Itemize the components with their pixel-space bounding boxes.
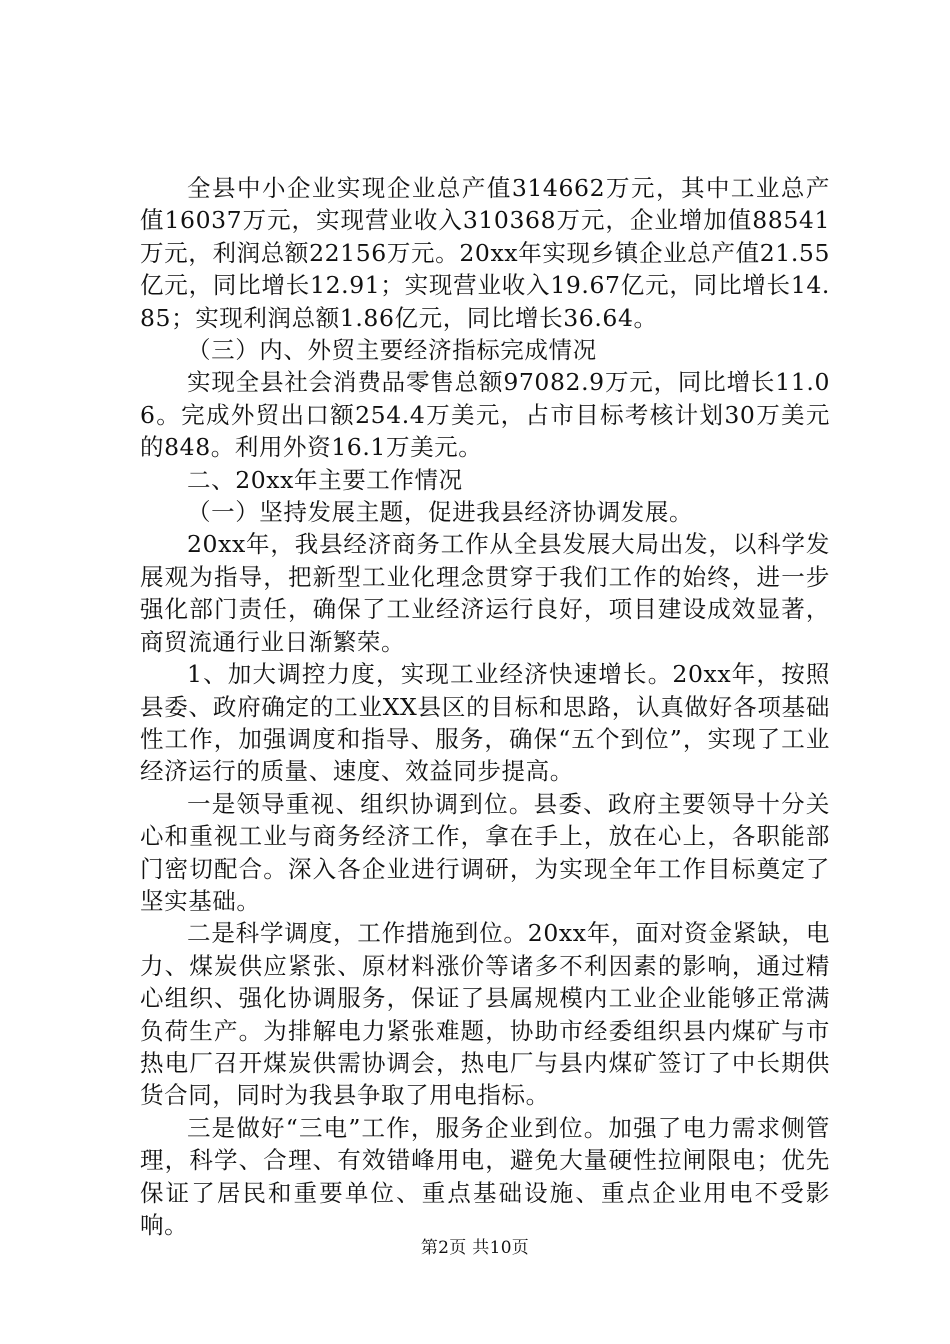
paragraph-industrial-growth: 1、加大调控力度，实现工业经济快速增长。20xx年，按照县委、政府确定的工业XX县区的目标和思路，认真做好各项基础性工作，加强调度和指导、服务，确保“五个到位”，实现了工业经济运行的质量、速度、效益同步提高。 bbox=[140, 660, 830, 786]
section-heading-main-work: 二、20xx年主要工作情况 bbox=[187, 465, 463, 494]
paragraph-leadership: 一是领导重视、组织协调到位。县委、政府主要领导十分关心和重视工业与商务经济工作，拿在手上，放在心上，各职能部门密切配合。深入各企业进行调研，为实现全年工作目标奠定了坚实基础。 bbox=[140, 789, 830, 915]
section-heading-trade-indicators: （三）内、外贸主要经济指标完成情况 bbox=[187, 336, 597, 365]
paragraph-enterprise-output: 全县中小企业实现企业总产值314662万元，其中工业总产值16037万元，实现营业收入310368万元，企业增加值88541万元，利润总额22156万元。20xx年实现乡镇企业总产值21.55亿元，同比增长12.91；实现营业收入19.67亿元，同比增长14.85；实现利润总额1.86亿元，同比增长36.64。 bbox=[140, 174, 830, 332]
document-body bbox=[140, 172, 830, 1241]
subsection-heading-development: （一）坚持发展主题，促进我县经济协调发展。 bbox=[187, 498, 694, 527]
paragraph-scheduling: 二是科学调度，工作措施到位。20xx年，面对资金紧缺，电力、煤炭供应紧张、原材料涨价等诸多不利因素的影响，通过精心组织、强化协调服务，保证了县属规模内工业企业能够正常满负荷生产。为排解电力紧张难题，协助市经委组织县内煤矿与市热电厂召开煤炭供需协调会，热电厂与县内煤矿签订了中长期供货合同，同时为我县争取了用电指标。 bbox=[140, 919, 830, 1110]
page-number: 第2页 共10页 bbox=[420, 1238, 530, 1258]
paragraph-retail-sales: 实现全县社会消费品零售总额97082.9万元，同比增长11.06。完成外贸出口额254.4万美元，占市目标考核计划30万美元的848。利用外资16.1万美元。 bbox=[140, 368, 830, 462]
paragraph-economic-work: 20xx年，我县经济商务工作从全县发展大局出发，以科学发展观为指导，把新型工业化理念贯穿于我们工作的始终，进一步强化部门责任，确保了工业经济运行良好，项目建设成效显著，商贸流通行业日渐繁荣。 bbox=[140, 530, 830, 656]
paragraph-electricity: 三是做好“三电”工作，服务企业到位。加强了电力需求侧管理，科学、合理、有效错峰用电，避免大量硬性拉闸限电；优先保证了居民和重要单位、重点基础设施、重点企业用电不受影响。 bbox=[140, 1113, 830, 1239]
